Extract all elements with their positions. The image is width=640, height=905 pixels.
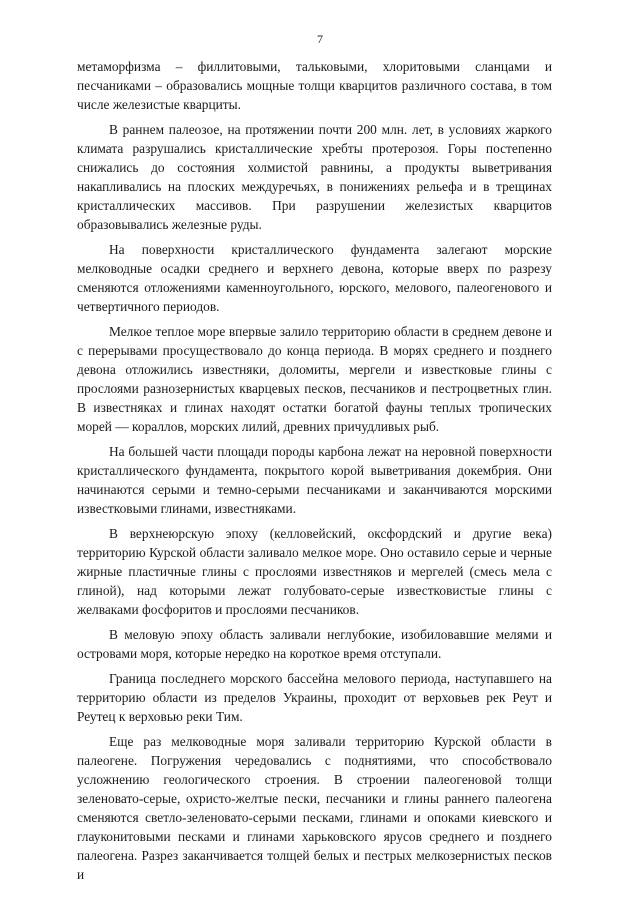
paragraph-8: Граница последнего морского бассейна мелового периода, наступавшего на территорию области из пределов Украины, проходит от верховьев рек Реут и Реутец к верховью реки Тим. (77, 671, 552, 724)
paragraph-3: На поверхности кристаллического фундамента залегают морские мелководные осадки среднего и верхнего девона, которые вверх по разрезу сменяются отложениями каменноугольного, юрского, мелового, палеогенового и четвертичного периодов. (77, 242, 552, 314)
paragraph-6: В верхнеюрскую эпоху (келловейский, оксфордский и другие века) территорию Курской области заливало мелкое море. Оно оставило серые и черные жирные пластичные глины с прослоями известняков и мергелей (смесь мела с глиной), над которыми лежат голубовато-серые известковистые глины с желваками фосфоритов и прослоями песчаников. (77, 526, 552, 617)
paragraph-7: В меловую эпоху область заливали неглубокие, изобиловавшие мелями и островами моря, которые нередко на короткое время отступали. (77, 627, 552, 661)
paragraph-5: На большей части площади породы карбона лежат на неровной поверхности кристаллического фундамента, покрытого корой выветривания докембрия. Они начинаются серыми и темно-серыми песчаниками и заканчиваются морскими известковыми глинами, известняками. (77, 444, 552, 516)
document-body (77, 57, 552, 890)
paragraph-4: Мелкое теплое море впервые залило территорию области в среднем девоне и с перерывами просуществовало до конца периода. В морях среднего и позднего девона отложились известняки, доломиты, мергели и известковые глины с прослоями разнозернистых кварцевых песков, песчаников и пестроцветных глин. В известняках и глинах находят остатки богатой фауны теплых тропических морей — кораллов, морских лилий, древних причудливых рыб. (77, 324, 552, 434)
paragraph-1: метаморфизма – филлитовыми, тальковыми, хлоритовыми сланцами и песчаниками – образовались мощные толщи кварцитов различного состава, в том числе железистые кварциты. (77, 59, 552, 112)
paragraph-9: Еще раз мелководные моря заливали территорию Курской области в палеогене. Погружения чередовались с поднятиями, что способствовало усложнению геологического строения. В строении палеогеновой толщи зеленовато-серые, охристо-желтые пески, песчаники и глины раннего палеогена сменяются светло-зеленовато-серыми песками, глинами и опоками киевского и глауконитовыми песками и глинами харьковского ярусов среднего и позднего палеогена. Разрез заканчивается толщей белых и пестрых мелкозернистых песков и (77, 734, 552, 882)
page-number: 7 (317, 32, 323, 46)
paragraph-2: В раннем палеозое, на протяжении почти 200 млн. лет, в условиях жаркого климата разрушались кристаллические хребты протерозоя. Горы постепенно снижались до состояния холмистой равнины, а продукты выветривания накапливались на плоских междуречьях, в понижениях рельефа и в трещинах кристаллических массивов. При разрушении железистых кварцитов образовывались железные руды. (77, 122, 552, 232)
